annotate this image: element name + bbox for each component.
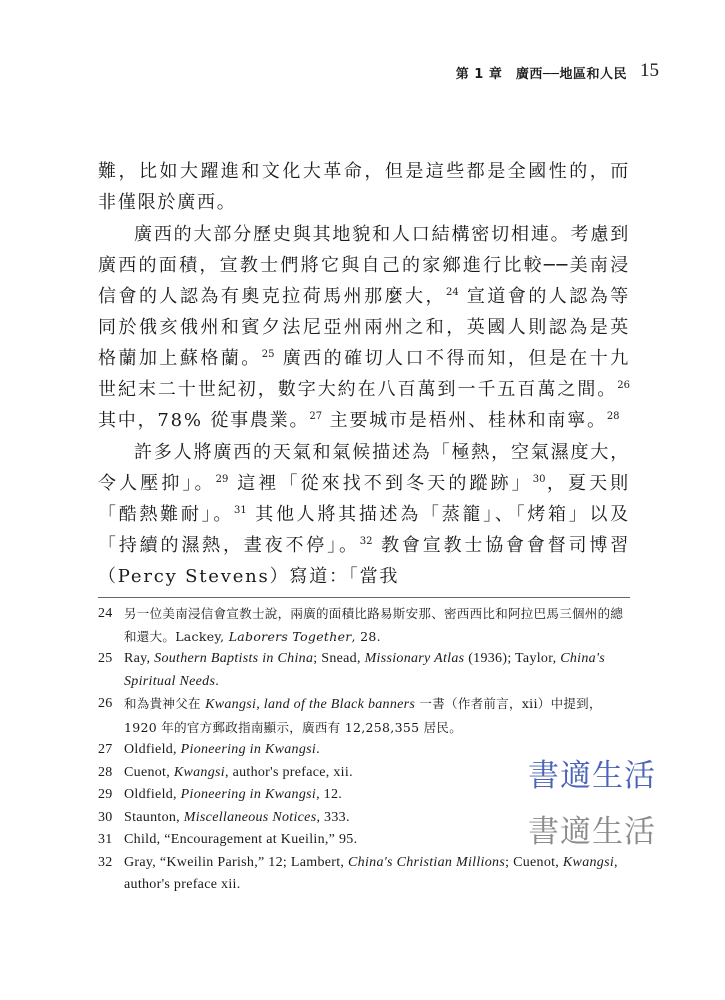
footnote-text: Staunton, (124, 809, 184, 825)
footnote-number: 29 (98, 787, 113, 802)
text-span: 宣道會的人認為等同於俄亥俄州和賓夕法尼亞州兩州之和，英國人則認為是英格蘭加上蘇格蘭。 (98, 286, 630, 369)
chapter-title: 第 1 章 廣西──地區和人民 (455, 67, 627, 82)
footnote-ref[interactable]: 28 (606, 411, 620, 422)
text-span: 其他人將其描述為「蒸籠」、「烤箱」以及「持續的濕熱，晝夜不停」。 (98, 504, 630, 556)
footnote-ref[interactable]: 30 (532, 474, 546, 485)
paragraph-1: 難，比如大躍進和文化大革命，但是這些都是全國性的，而非僅限於廣西。 (98, 161, 630, 213)
footnote-24 (98, 603, 634, 648)
footnote-text: (1936); Taylor, (464, 651, 561, 666)
text-span: 廣西的確切人口不得而知，但是在十九世紀末二十世紀初，數字大約在八百萬到一千五百萬之間。 (98, 348, 630, 400)
footnote-32 (98, 852, 634, 897)
footnote-25 (98, 648, 634, 693)
running-header (0, 60, 725, 84)
footnote-ref[interactable]: 26 (617, 380, 630, 391)
footnote-text: ; Cuenot, (505, 854, 563, 870)
footnote-text: , 12. (316, 787, 343, 802)
citation-title: China's Christian Millions (348, 854, 506, 870)
footnote-ref[interactable]: 32 (359, 536, 373, 547)
footnote-text: . (316, 742, 320, 757)
footnote-text: 和為貴神父在 (124, 696, 206, 711)
footnote-text: Ray, (124, 651, 155, 666)
footnote-text: , 28. (351, 628, 381, 644)
footnote-ref[interactable]: 27 (309, 411, 323, 422)
footnote-text: . (215, 673, 220, 689)
text-span: 教會宣教士協會會督司博習（Percy Stevens）寫道：「當我 (98, 535, 630, 587)
footnote-number: 28 (98, 764, 113, 780)
footnote-number: 27 (98, 742, 113, 757)
citation-title: Pioneering in Kwangsi (180, 787, 317, 802)
citation-title: Kwangsi, land of the Black banners (205, 697, 416, 712)
citation-title: Pioneering in Kwangsi (180, 742, 317, 757)
paragraph-3 (98, 437, 630, 592)
footnote-ref[interactable]: 25 (261, 349, 275, 360)
citation-title: Laborers Together (228, 628, 352, 644)
footnote-text: , author's preface, xii. (224, 764, 353, 780)
footnote-text: Oldfield, (124, 787, 181, 802)
publisher-watermark-faded: 書適生活 (528, 814, 656, 850)
citation-title: Southern Baptists in China (154, 651, 314, 666)
footnote-text: Oldfield, (124, 742, 181, 757)
citation-title: China's Spiritual Needs (124, 651, 606, 689)
footnote-number: 32 (98, 854, 113, 870)
citation-title: Kwangsi (562, 854, 615, 870)
footnote-number: 25 (98, 651, 113, 666)
publisher-watermark: 書適生活 (528, 758, 656, 794)
text-span: 許多人將廣西的天氣和氣候描述為「極熱，空氣濕度大，令人壓抑」。 (98, 442, 630, 494)
paragraph-2 (98, 219, 630, 436)
footnote-text: , 333. (316, 809, 350, 825)
text-span: 廣西的大部分歷史與其地貌和人口結構密切相連。考慮到廣西的面積，宣教士們將它與自己的家鄉進行比較──美南浸信會的人認為有奧克拉荷馬州那麼大， (98, 224, 630, 307)
footnote-text: Child, “Encouragement at Kueilin,” 95. (124, 832, 358, 847)
footnote-number: 24 (98, 606, 113, 621)
footnote-text: 另一位美南浸信會宣教士說，兩廣的面積比路易斯安那、密西西比和阿拉巴馬三個州的總和還大。Lackey, (124, 606, 624, 644)
citation-title: Kwangsi (173, 764, 225, 780)
page-number: 15 (640, 60, 659, 81)
footnote-ref[interactable]: 29 (215, 474, 229, 485)
footnote-number: 26 (98, 696, 113, 711)
citation-title: Missionary Atlas (364, 651, 465, 666)
body-text (98, 156, 630, 592)
footnote-text: ; Snead, (313, 651, 365, 666)
footnote-text: , author's preface xii. (124, 854, 618, 892)
text-span: 這裡「從來找不到冬天的蹤跡」 (228, 473, 533, 494)
text-span: ，夏天則「酷熱難耐」。 (98, 473, 630, 525)
footnote-number: 31 (98, 832, 113, 847)
footnote-26 (98, 693, 634, 739)
footnote-ref[interactable]: 31 (234, 505, 247, 516)
text-span: 主要城市是梧州、桂林和南寧。 (322, 410, 607, 431)
citation-title: Miscellaneous Notices (183, 809, 317, 825)
text-span: 其中，78% 從事農業。 (98, 410, 310, 431)
footnote-divider (98, 597, 630, 598)
footnote-text: Gray, “Kweilin Parish,” 12; Lambert, (124, 854, 349, 870)
footnote-text: Cuenot, (124, 764, 174, 780)
footnote-number: 30 (98, 809, 113, 825)
footnote-text: 一書（作者前言，xii）中提到，1920 年的官方郵政指南顯示，廣西有 12,258,355 居民。 (124, 696, 602, 735)
footnote-ref[interactable]: 24 (445, 287, 459, 298)
